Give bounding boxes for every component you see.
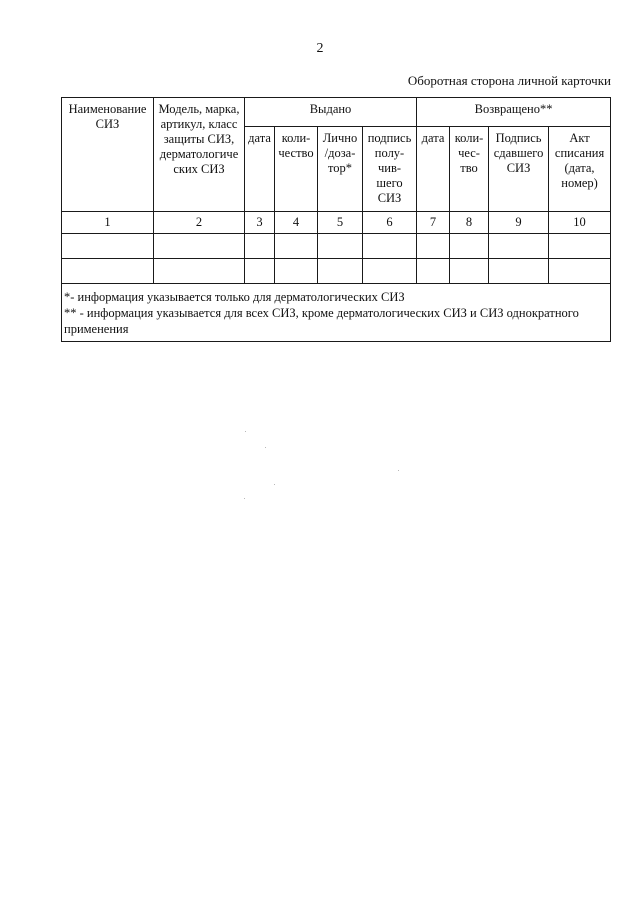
table-cell (450, 234, 489, 259)
header-returned-quantity: коли- чес- тво (450, 127, 489, 212)
table-cell (245, 234, 275, 259)
header-writeoff-act: Акт списания (дата, номер) (549, 127, 611, 212)
table-cell (318, 234, 363, 259)
table-cell (62, 234, 154, 259)
header-returned-date: дата (417, 127, 450, 212)
notes-row (62, 284, 611, 342)
header-returned-signature: Подпись сдавшего СИЗ (489, 127, 549, 212)
table-row (62, 259, 611, 284)
scan-speck (398, 470, 399, 471)
table-cell (154, 259, 245, 284)
column-number: 4 (275, 212, 318, 234)
column-number: 2 (154, 212, 245, 234)
table-cell (62, 259, 154, 284)
scan-speck (245, 431, 246, 432)
column-number: 7 (417, 212, 450, 234)
column-number: 3 (245, 212, 275, 234)
column-number: 1 (62, 212, 154, 234)
table-cell (363, 259, 417, 284)
table-cell (417, 259, 450, 284)
table-cell (417, 234, 450, 259)
table-cell (275, 234, 318, 259)
table-row (62, 234, 611, 259)
header-issued-group: Выдано (245, 98, 417, 127)
footnote-returned: ** - информация указывается для всех СИЗ, кроме дерматологических СИЗ и СИЗ однократного применения (64, 306, 579, 336)
table-cell (318, 259, 363, 284)
table-cell (549, 259, 611, 284)
column-number: 5 (318, 212, 363, 234)
header-issued-signature: подпись полу- чив- шего СИЗ (363, 127, 417, 212)
table-cell (549, 234, 611, 259)
footnotes (62, 284, 611, 342)
table-cell (450, 259, 489, 284)
column-number: 9 (489, 212, 549, 234)
table-cell (275, 259, 318, 284)
column-number: 8 (450, 212, 489, 234)
siz-card-table (61, 97, 611, 342)
column-number: 6 (363, 212, 417, 234)
table-cell (245, 259, 275, 284)
table-cell (489, 259, 549, 284)
column-numbers-row (62, 212, 611, 234)
header-issued-quantity: коли- чество (275, 127, 318, 212)
footnote-dermatological: *- информация указывается только для дерматологических СИЗ (64, 290, 405, 304)
header-issued-personally: Лично /доза- тор* (318, 127, 363, 212)
table-cell (489, 234, 549, 259)
header-issued-date: дата (245, 127, 275, 212)
scan-speck (265, 447, 266, 448)
header-returned-group: Возвращено** (417, 98, 611, 127)
table-cell (363, 234, 417, 259)
page-number: 2 (316, 41, 324, 56)
header-siz-name: Наименование СИЗ (62, 98, 154, 212)
table-cell (154, 234, 245, 259)
scan-speck (244, 498, 245, 499)
page-caption: Оборотная сторона личной карточки (407, 73, 611, 88)
column-number: 10 (549, 212, 611, 234)
scan-speck (274, 484, 275, 485)
header-siz-model: Модель, марка, артикул, класс защиты СИЗ, дерматологиче ских СИЗ (154, 98, 245, 212)
